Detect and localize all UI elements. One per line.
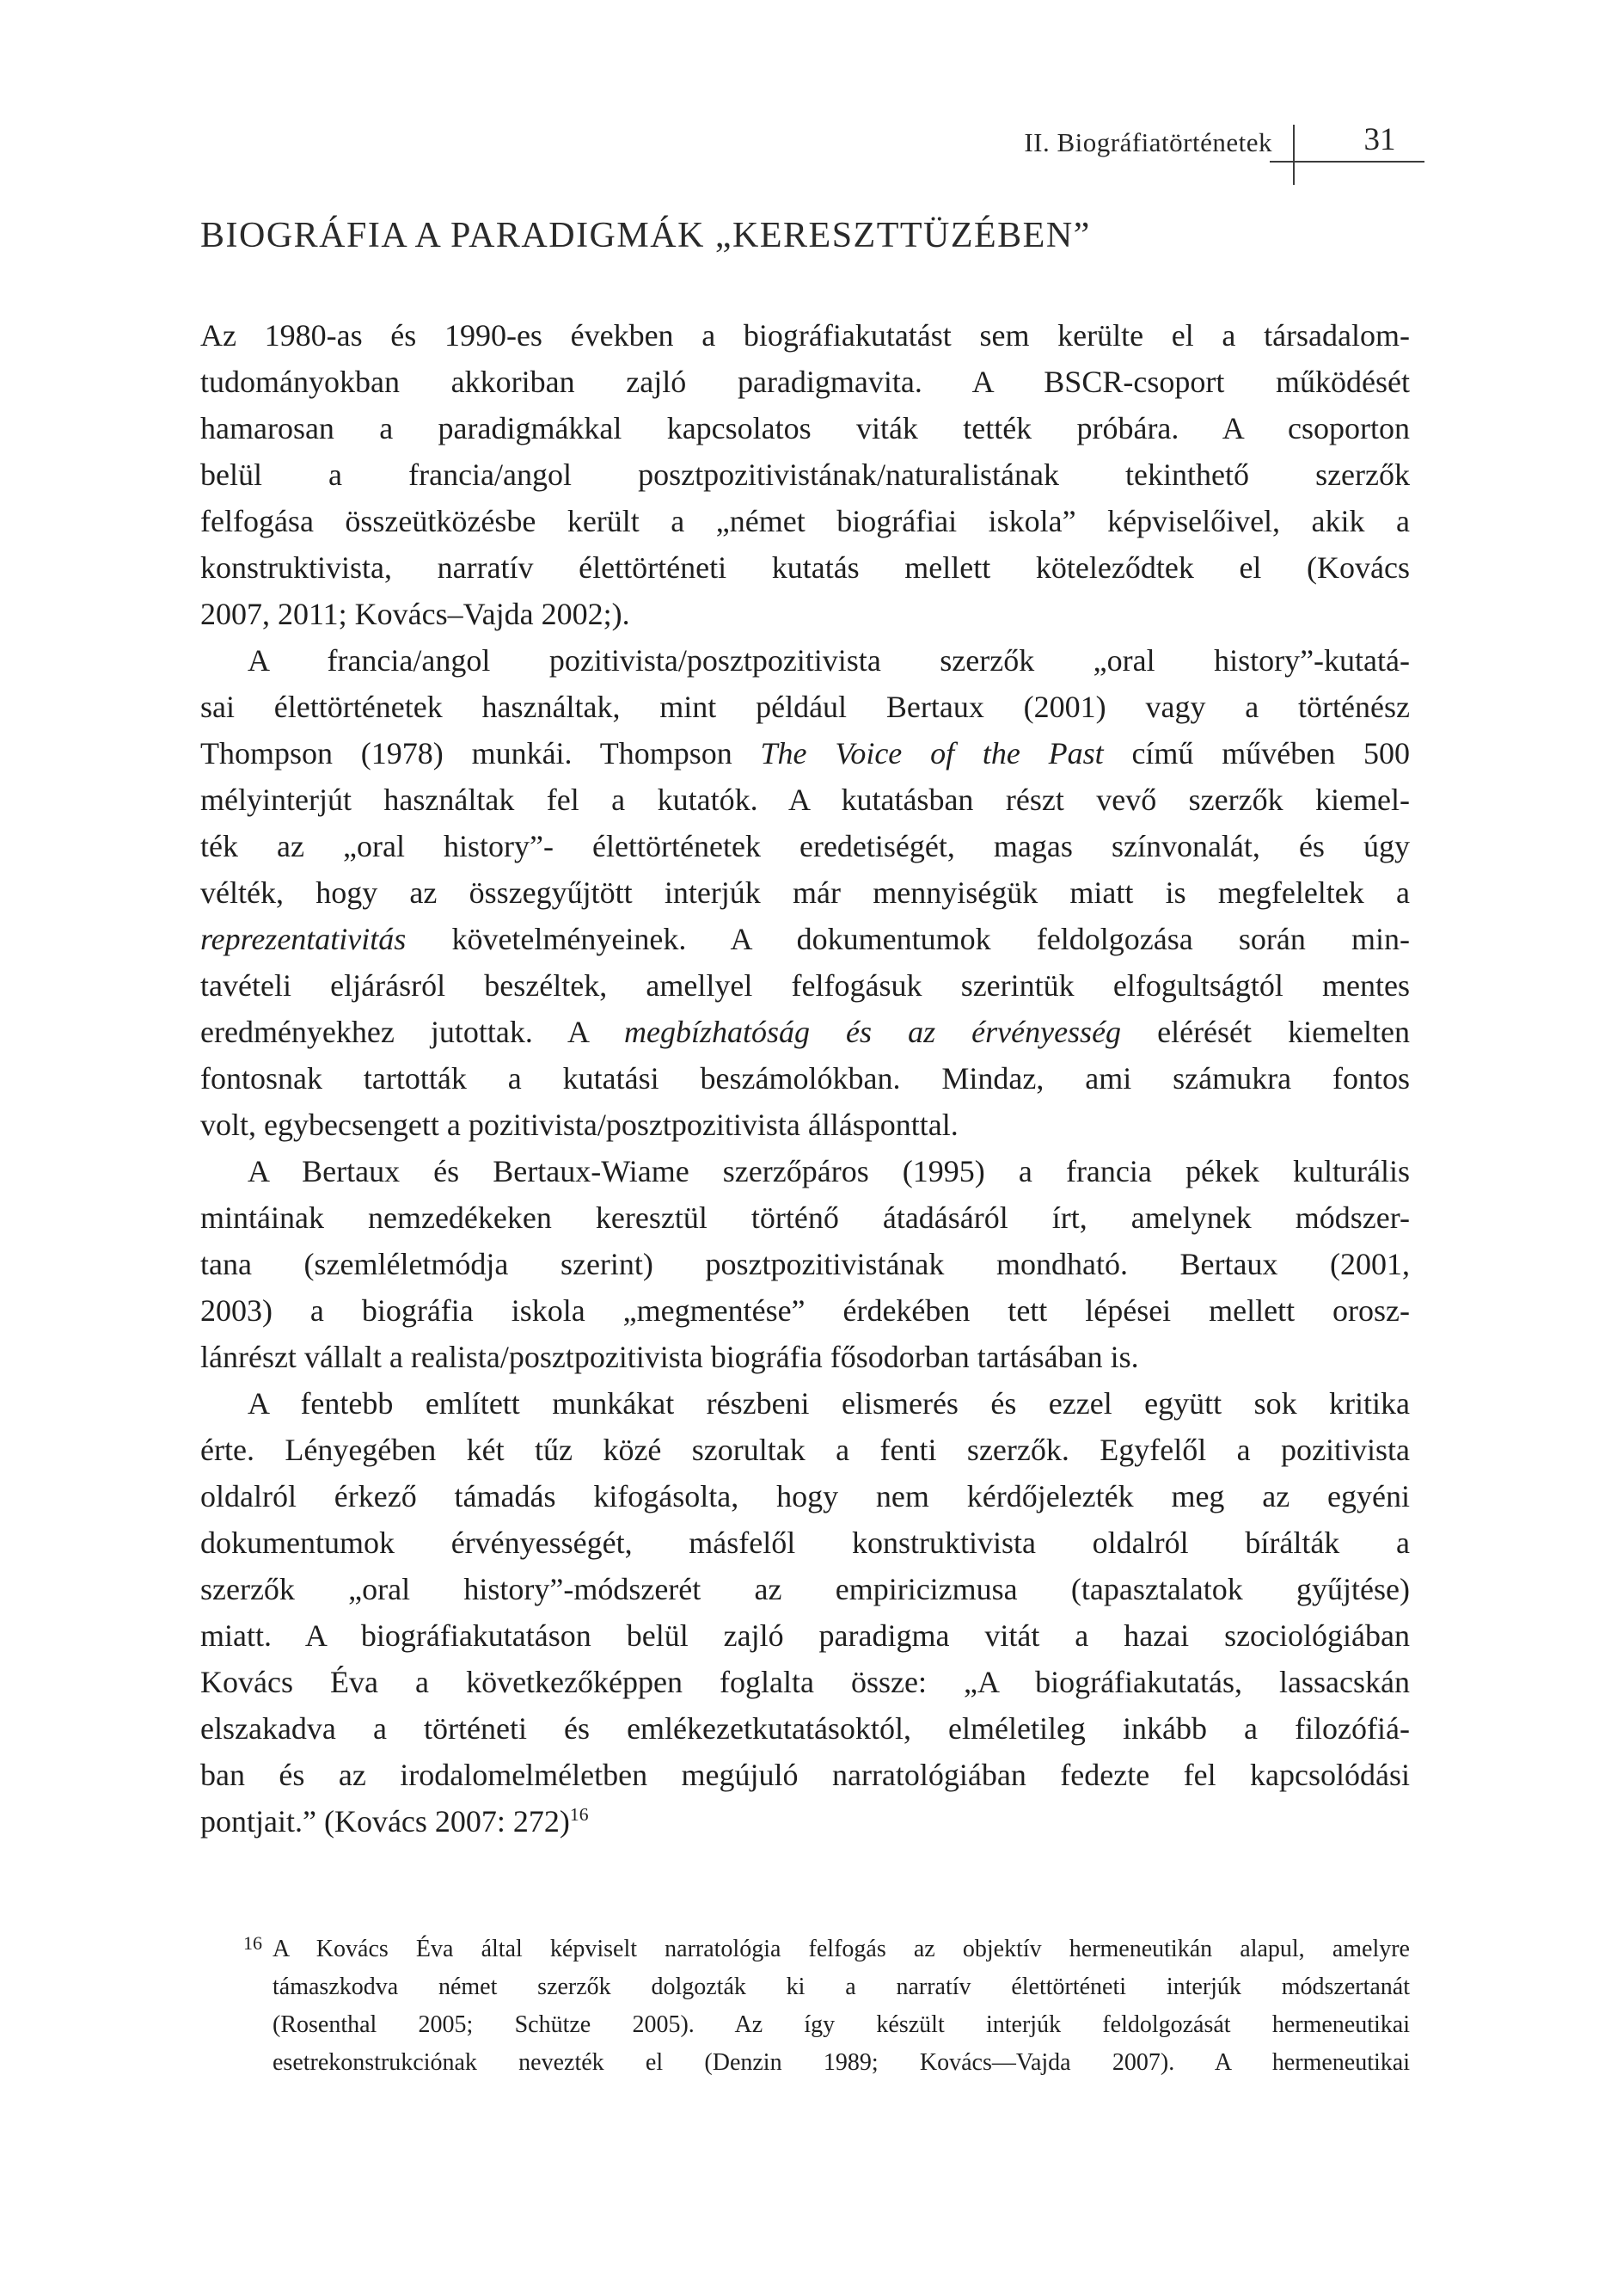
body-line: vélték, hogy az összegyűjtött interjúk már mennyiségük miatt is megfeleltek a [200,875,1410,910]
body-line: Kovács Éva a következőképpen foglalta össze: „A biográfiakutatás, lassacskán [200,1665,1410,1699]
body-line: 2003) a biográfia iskola „megmentése” érdekében tett lépései mellett orosz- [200,1293,1410,1328]
body-text [200,312,1410,1845]
body-line: miatt. A biográfiakutatáson belül zajló paradigma vitát a hazai szociológiában [200,1618,1410,1653]
body-line: oldalról érkező támadás kifogásolta, hogy nem kérdőjelezték meg az egyéni [200,1479,1410,1513]
body-line: lánrészt vállalt a realista/posztpozitivista biográfia fősodorban tartásában is. [200,1340,1139,1374]
body-line: fontosnak tartották a kutatási beszámolókban. Mindaz, ami számukra fontos [200,1061,1410,1096]
body-line: A Bertaux és Bertaux-Wiame szerzőpáros (1995) a francia pékek kulturális [248,1154,1410,1188]
body-line: sai élettörténetek használtak, mint például Bertaux (2001) vagy a történész [200,690,1410,724]
body-line: volt, egybecsengett a pozitivista/posztpozitivista állásponttal. [200,1108,959,1142]
header-rule-horizontal [1270,161,1424,163]
footnote-marker: 16 [243,1932,262,1954]
body-line: konstruktivista, narratív élettörténeti kutatás mellett köteleződtek el (Kovács [200,550,1410,585]
body-line: tana (szemléletmódja szerint) posztpozitivistának mondható. Bertaux (2001, [200,1247,1410,1281]
body-line: belül a francia/angol posztpozitivistának/naturalistának tekinthető szerzők [200,457,1410,492]
body-line: mintáinak nemzedékeken keresztül történő átadásáról írt, amelynek módszer- [200,1200,1410,1235]
footnote-line: támaszkodva német szerzők dolgozták ki a narratív élettörténeti interjúk módszertanát [273,1974,1410,2000]
body-line: ték az „oral history”- élettörténetek eredetiségét, magas színvonalát, és úgy [200,829,1410,863]
section-title: BIOGRÁFIA A PARADIGMÁK „KERESZTTÜZÉBEN” [200,216,1091,255]
footnote-line: 16 A Kovács Éva által képviselt narratológia felfogás az objektív hermeneutikán alapul, amelyre [273,1931,1410,1968]
body-line: A fentebb említett munkákat részbeni elismerés és ezzel együtt sok kritika [248,1386,1410,1421]
body-line: érte. Lényegében két tűz közé szorultak a fenti szerzők. Egyfelől a pozitivista [200,1433,1410,1467]
body-line: felfogása összeütközésbe került a „német biográfiai iskola” képviselőivel, akik a [200,504,1410,538]
body-line: tavételi eljárásról beszéltek, amellyel felfogásuk szerintük elfogultságtól mentes [200,968,1410,1003]
body-line: eredményekhez jutottak. A megbízhatóság és az érvényesség elérését kiemelten [200,1015,1411,1049]
header-divider-vertical [1293,125,1295,185]
page-number: 31 [1363,122,1396,157]
body-line: dokumentumok érvényességét, másfelől konstruktivista oldalról bírálták a [200,1526,1410,1560]
body-line: Az 1980-as és 1990-es években a biográfiakutatást sem kerülte el a társadalom- [200,318,1410,353]
body-line: reprezentativitás követelményeinek. A dokumentumok feldolgozása során min- [200,922,1410,956]
body-line: tudományokban akkoriban zajló paradigmavita. A BSCR-csoport működését [200,365,1410,399]
body-line: hamarosan a paradigmákkal kapcsolatos viták tették próbára. A csoporton [200,411,1410,445]
body-line: ban és az irodalomelméletben megújuló narratológiában fedezte fel kapcsolódási [200,1758,1410,1792]
body-line: szerzők „oral history”-módszerét az empiricizmusa (tapasztalatok gyűjtése) [200,1572,1410,1606]
body-line: elszakadva a történeti és emlékezetkutatásoktól, elméletileg inkább a filozófiá- [200,1711,1410,1746]
body-line: 2007, 2011; Kovács–Vajda 2002;). [200,597,630,631]
body-line: pontjait.” (Kovács 2007: 272)$^{16}$ [200,1804,589,1839]
body-line: mélyinterjút használtak fel a kutatók. A kutatásban részt vevő szerzők kiemel- [200,783,1410,817]
running-header-chapter: II. Biográfiatörténetek [1024,127,1272,157]
body-line: A francia/angol pozitivista/posztpozitivista szerzők „oral history”-kutatá- [248,643,1410,678]
footnote [243,1931,1410,2082]
body-line: Thompson (1978) munkái. Thompson The Voice of the Past című művében 500 [200,736,1410,770]
footnote-line: esetrekonstrukciónak nevezték el (Denzin 1989; Kovács—Vajda 2007). A hermeneutikai [273,2049,1410,2076]
footnote-line: (Rosenthal 2005; Schütze 2005). Az így készült interjúk feldolgozását hermeneutikai [273,2011,1410,2038]
